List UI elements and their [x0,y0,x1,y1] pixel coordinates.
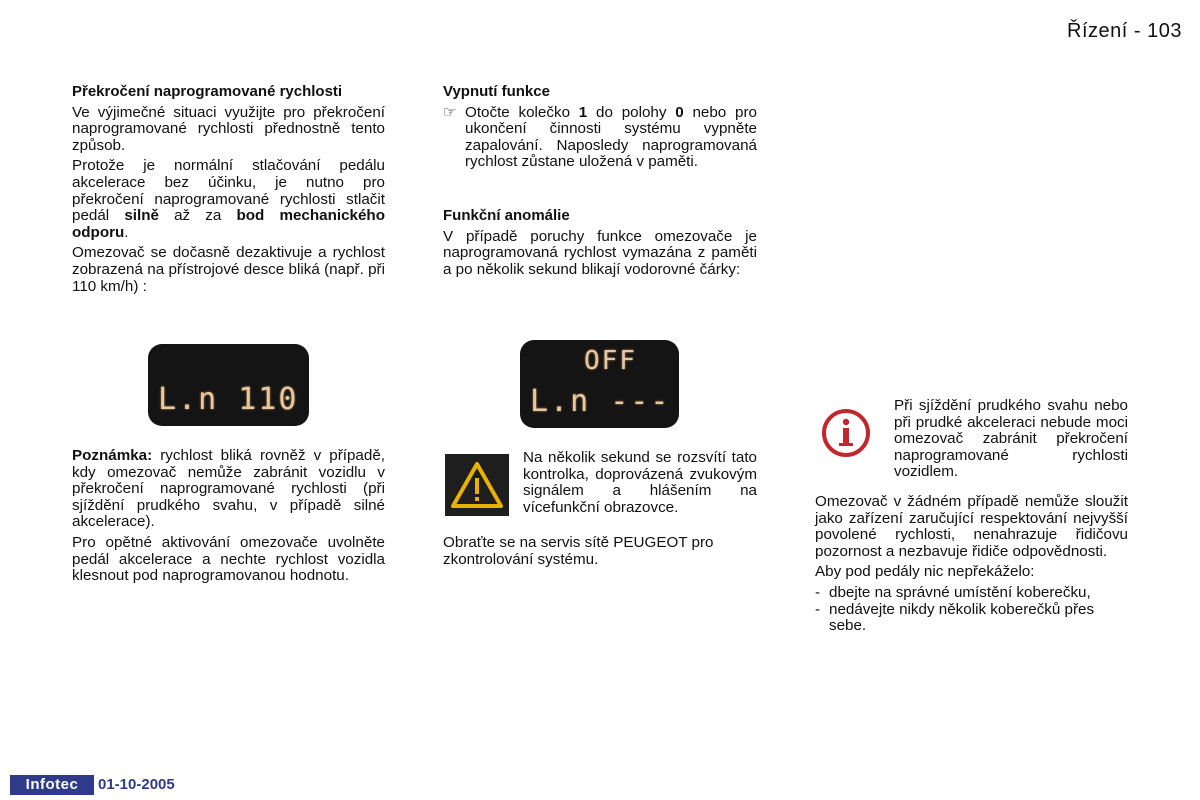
list-item: - dbejte na správné umístění koberečku, [815,583,1091,601]
note-block [72,448,385,589]
paragraph-malfunction: V případě poruchy funkce omezovače je naprogramovaná rychlost vymazána z paměti a po několik sekund blikají vodorovné čárky: [443,227,757,278]
paragraph-responsibility: Omezovač v žádném případě nemůže sloužit jako zařízení zaručující respektování nejvyšší povolené rychlosti, nenahrazuje řidičovu pozornost a nezbavuje řidiče odpovědnosti. [815,493,1128,560]
pointing-hand-icon: ☞ [443,103,457,121]
display-off-text: OFF [584,346,637,376]
paragraph-pedals: Aby pod pedály nic nepřekáželo: [815,563,1035,581]
info-note: Při sjíždění prudkého svahu nebo při prudké akceleraci nebude moci omezovač zabránit překročení naprogramované rychlosti vozidlem. [894,397,1128,481]
column-right [815,494,1128,635]
page-header: Řízení - 103 [1067,20,1182,42]
list-item: - nedávejte nikdy několik koberečků přes sebe. [815,600,1095,635]
paragraph-note: Poznámka: rychlost bliká rovněž v případě, kdy omezovač nemůže zabránit vozidlu v překročení naprogramované rychlosti (při sjíždění prudkého svahu, v případě silné akcelerace). [72,447,385,531]
bullet-text: Otočte kolečko 1 do polohy 0 nebo pro ukončení činnosti systému vypněte zapalování. Naposledy naprogramovaná rychlost zůstane uložená v paměti. [465,103,757,171]
speed-display-blinking [148,344,309,426]
info-icon [820,408,872,458]
paragraph-service: Obraťte se na servis sítě PEUGEOT pro zkontrolování systému. [443,534,714,568]
paragraph-deactivate: Omezovač se dočasně dezaktivuje a rychlost zobrazená na přístrojové desce bliká (např. při 110 km/h) : [72,244,385,295]
section-heading-speed-override: Překročení naprogramované rychlosti [72,83,343,100]
bullet-switch-off [443,105,757,171]
footer-date: 01-10-2005 [98,776,175,793]
section-heading-malfunction: Funkční anomálie [443,206,570,224]
malfunction-display [520,340,679,428]
warning-light-description: Na několik sekund se rozsvítí tato kontrolka, doprovázená zvukovým signálem a hlášením na vícefunkční obrazovce. [523,449,757,516]
display-dashes: L.n --- [530,384,671,419]
infotec-logo: Infotec [10,775,94,795]
display-readout: L.n 110 [158,382,299,417]
paragraph-reactivate: Pro opětné aktivování omezovače uvolněte pedál akcelerace a nechte rychlost vozidla klesnout pod naprogramovanou hodnotu. [72,533,385,585]
column-left [72,84,385,299]
paragraph-intro: Ve výjimečné situaci využijte pro překročení naprogramované rychlosti přednostně tento způsob. [72,103,385,154]
column-middle [443,84,757,282]
paragraph-pedal: Protože je normální stlačování pedálu akcelerace bez účinku, je nutno pro překročení naprogramované rychlosti stlačit pedál silně až za bod mechanického odporu. [72,157,385,241]
warning-light-icon [445,454,509,516]
section-heading-switch-off: Vypnutí funkce [443,83,550,100]
